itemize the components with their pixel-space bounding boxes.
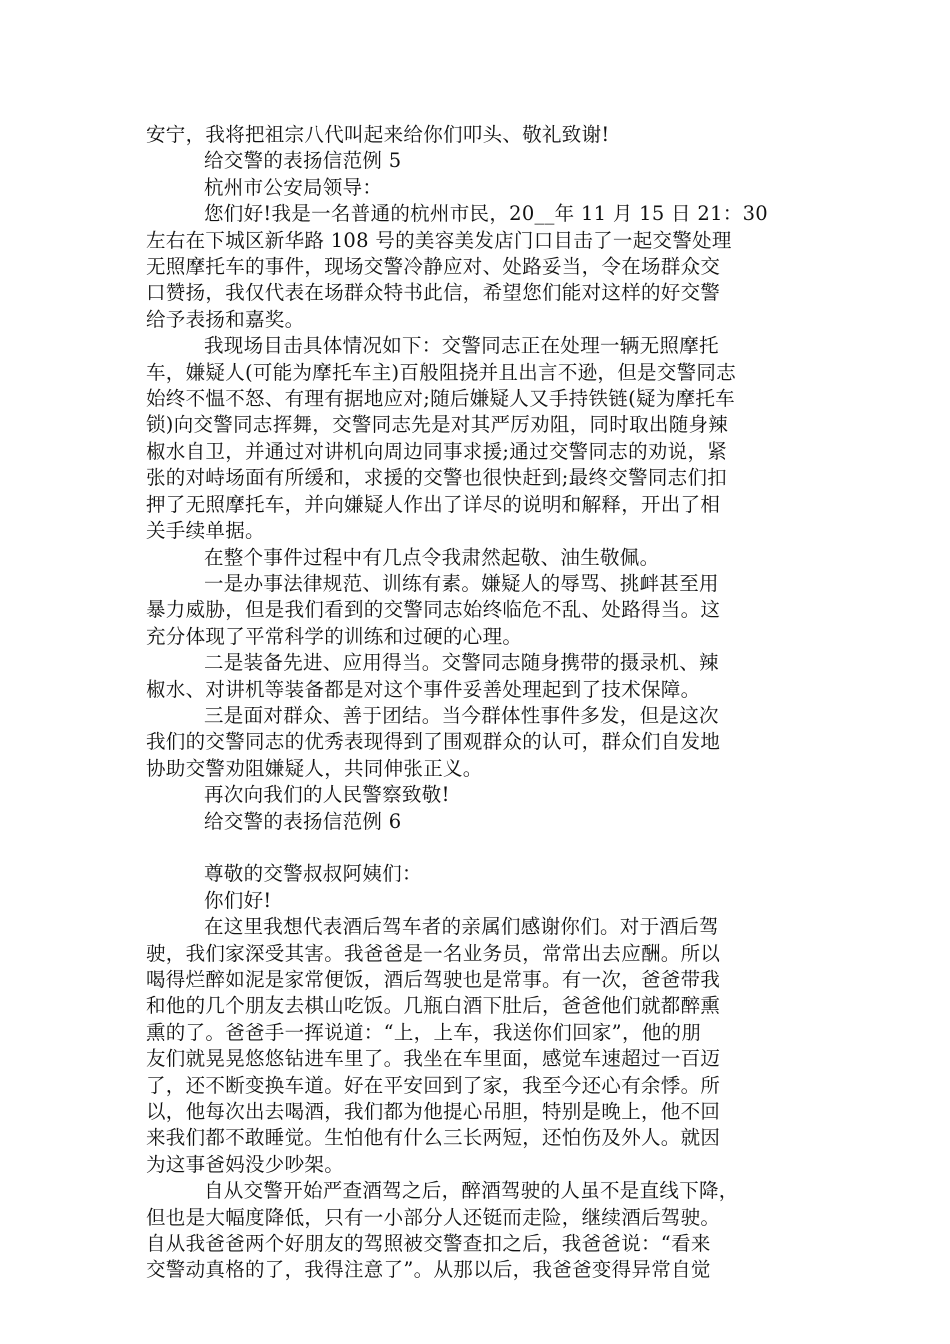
text-line: 始终不愠不怒、有理有据地应对;随后嫌疑人又手持铁链(疑为摩托车	[146, 387, 735, 411]
text-line: 喝得烂醉如泥是家常便饭，酒后驾驶也是常事。有一次，爸爸带我	[146, 967, 721, 991]
text-line: 你们好!	[204, 888, 272, 912]
text-line: 但也是大幅度降低，只有一小部分人还铤而走险，继续酒后驾驶。	[146, 1205, 721, 1229]
text-line: 椒水、对讲机等装备都是对这个事件妥善处理起到了技术保障。	[146, 677, 701, 701]
text-line: 暴力威胁，但是我们看到的交警同志始终临危不乱、处路得当。这	[146, 598, 721, 622]
text-line: 口赞扬，我仅代表在场群众特书此信，希望您们能对这样的好交警	[146, 281, 721, 305]
text-line: 协助交警劝阻嫌疑人，共同伸张正义。	[146, 756, 483, 780]
text-line: 以，他每次出去喝酒，我们都为他提心吊胆，特别是晚上，他不回	[146, 1100, 721, 1124]
text-line: 张的对峙场面有所缓和，求援的交警也很快赶到;最终交警同志们扣	[146, 466, 728, 490]
text-line: 您们好!我是一名普通的杭州市民，20__年 11 月 15 日 21：30	[204, 202, 768, 226]
text-line: 在整个事件过程中有几点令我肃然起敬、油生敬佩。	[204, 545, 660, 569]
text-line: 我现场目击具体情况如下：交警同志正在处理一辆无照摩托	[204, 334, 719, 358]
text-line: 杭州市公安局领导：	[204, 175, 383, 199]
text-line: 在这里我想代表酒后驾车者的亲属们感谢你们。对于酒后驾	[204, 915, 719, 939]
text-line: 再次向我们的人民警察致敬!	[204, 783, 450, 807]
text-line: 充分体现了平常科学的训练和过硬的心理。	[146, 624, 523, 648]
text-line: 车，嫌疑人(可能为摩托车主)百般阻挠并且出言不逊，但是交警同志	[146, 360, 737, 384]
text-line: 一是办事法律规范、训练有素。嫌疑人的辱骂、挑衅甚至用	[204, 571, 719, 595]
text-line: 自从我爸爸两个好朋友的驾照被交警查扣之后，我爸爸说：“看来	[146, 1232, 711, 1256]
text-line: 和他的几个朋友去棋山吃饭。几瓶白酒下肚后，爸爸他们就都醉熏	[146, 994, 721, 1018]
text-line: 交警动真格的了，我得注意了”。从那以后，我爸爸变得异常自觉	[146, 1258, 711, 1282]
text-line: 押了无照摩托车，并向嫌疑人作出了详尽的说明和解释，开出了相	[146, 492, 721, 516]
text-line: 关手续单据。	[146, 519, 265, 543]
text-line: 友们就晃晃悠悠钻进车里了。我坐在车里面，感觉车速超过一百迈	[146, 1047, 721, 1071]
text-line: 尊敬的交警叔叔阿姨们：	[204, 862, 422, 886]
text-line: 自从交警开始严查酒驾之后，醉酒驾驶的人虽不是直线下降，	[204, 1179, 739, 1203]
text-line: 椒水自卫，并通过对讲机向周边同事求援;通过交警同志的劝说，紧	[146, 439, 728, 463]
text-line: 锁)向交警同志挥舞，交警同志先是对其严厉劝阻，同时取出随身辣	[146, 413, 729, 437]
text-line: 熏的了。爸爸手一挥说道：“上，上车，我送你们回家”，他的朋	[146, 1020, 702, 1044]
text-line: 给交警的表扬信范例 5	[204, 149, 402, 173]
blank-line	[146, 835, 814, 861]
text-line: 二是装备先进、应用得当。交警同志随身携带的摄录机、辣	[204, 651, 719, 675]
text-line: 左右在下城区新华路 108 号的美容美发店门口目击了一起交警处理	[146, 228, 732, 252]
text-line: 驶，我们家深受其害。我爸爸是一名业务员，常常出去应酬。所以	[146, 941, 721, 965]
text-line: 给予表扬和嘉奖。	[146, 307, 305, 331]
text-line: 安宁，我将把祖宗八代叫起来给你们叩头、敬礼致谢!	[146, 123, 610, 146]
text-line: 我们的交警同志的优秀表现得到了围观群众的认可，群众们自发地	[146, 730, 721, 754]
text-line: 了，还不断变换车道。好在平安回到了家，我至今还心有余悸。所	[146, 1073, 721, 1097]
text-line: 来我们都不敢睡觉。生怕他有什么三长两短，还怕伤及外人。就因	[146, 1126, 721, 1150]
document-page	[146, 122, 814, 1284]
text-line: 三是面对群众、善于团结。当今群体性事件多发，但是这次	[204, 703, 719, 727]
text-line: 无照摩托车的事件，现场交警冷静应对、处路妥当，令在场群众交	[146, 255, 721, 279]
text-line: 为这事爸妈没少吵架。	[146, 1152, 345, 1176]
text-line: 给交警的表扬信范例 6	[204, 809, 402, 833]
